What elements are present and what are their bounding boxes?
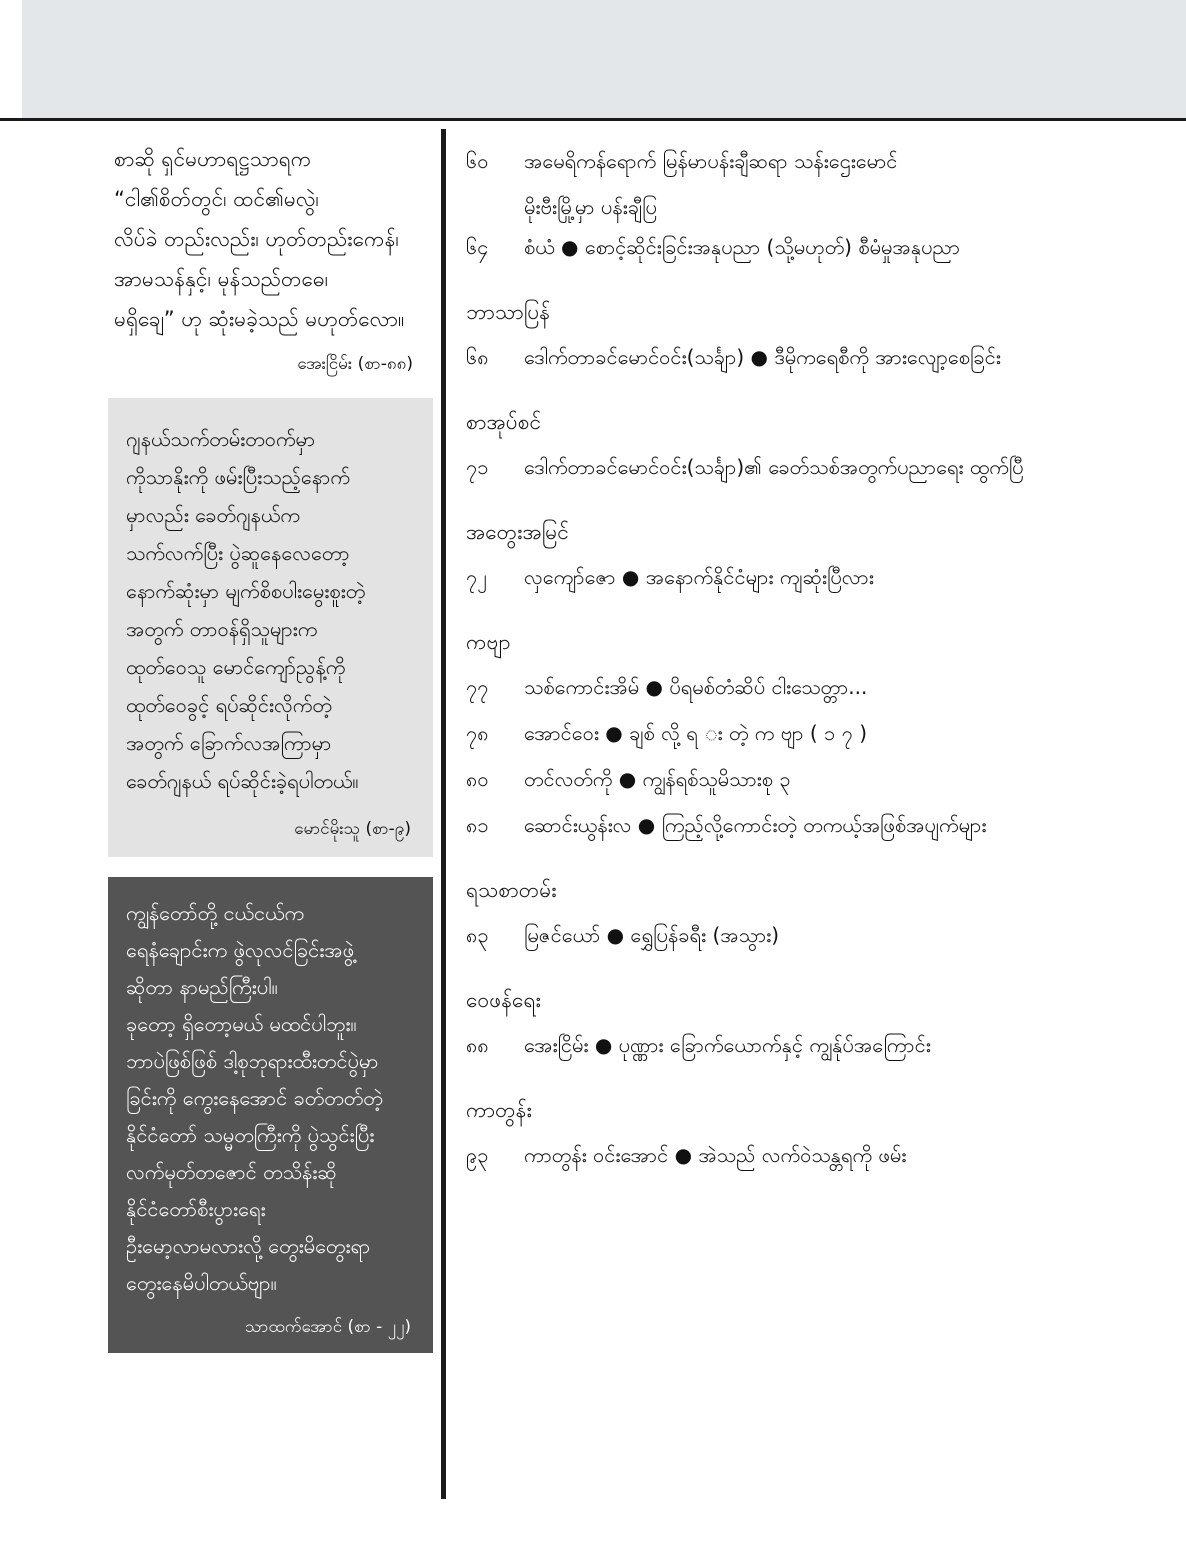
right-column-toc [466, 121, 1166, 1181]
toc-entry-title: ဒေါက်တာခင်မောင်ဝင်း(သင်္ချာ) ● ဒီမိုကရေစီကို အားလျော့စေခြင်း [524, 345, 1001, 369]
toc-section-heading: အတွေးအမြင် [466, 520, 569, 544]
quote-plain-line: စာဆို ရှင်မဟာရဋ္ဌသာရက [114, 147, 312, 171]
toc-page-number: ၇၂ [466, 565, 488, 589]
page-header-band [0, 0, 1186, 121]
quote-plain-block [108, 121, 433, 378]
toc-section-heading: ဘာသာပြန် [466, 300, 551, 324]
quote-grey-line: မှာလည်း ခေတ်ဂျနယ်က [126, 503, 300, 527]
quote-dark-attribution: သာထက်အောင် (စာ - ၂၂) [245, 1317, 411, 1337]
toc-entry-title: ဒေါက်တာခင်မောင်ဝင်း(သင်္ချာ)၏ ခေတ်သစ်အတွက်ပညာရေး ထွက်ပြီ [524, 455, 1024, 479]
toc-block [466, 1091, 1166, 1175]
toc-page-number: ၇၇ [466, 675, 489, 699]
quote-dark-line: နိုင်ငံတော် သမ္မတကြီးကို ပွဲသွင်းပြီး [126, 1123, 375, 1147]
toc-page-number: ၇၁ [466, 455, 489, 479]
toc-section-heading: ကဗျာ [466, 630, 511, 654]
toc-entry[interactable] [466, 447, 1166, 487]
quote-dark-line: ဆိုတာ နာမည်ကြီးပါ။ [126, 975, 278, 999]
toc-section-heading: ရသစာတမ်း [466, 878, 557, 902]
toc-entry[interactable] [466, 667, 1166, 707]
toc-block [466, 293, 1166, 377]
quote-grey-line: အတွက် တာဝန်ရှိသူများက [126, 617, 318, 641]
toc-entry-title: အမေရိကန်ရောက် မြန်မာပန်းချီဆရာ သန်းဌေးမောင် [524, 149, 898, 173]
toc-page-number: ၉၃ [466, 1143, 489, 1167]
toc-entry-title: မြဇင်ယော် ● ရွှေပြန်ခရီး (အသွား) [524, 923, 780, 947]
toc-entry-title: တင်လတ်ကို ● ကျွန်ရစ်သူမိသားစု ၃ [524, 767, 791, 791]
toc-entry-title-continued: မိုးဗီးမြို့မှာ ပန်းချီပြ [524, 195, 657, 219]
quote-dark-line: ဦးမော့လာမလားလို့ တွေးမိတွေးရာ [126, 1234, 371, 1258]
toc-block [466, 871, 1166, 955]
toc-block [466, 981, 1166, 1065]
toc-section-heading: စာအုပ်စင် [466, 410, 542, 434]
quote-grey-line: ကိုသာနိုးကို ဖမ်းပြီးသည့်နောက် [126, 465, 350, 489]
toc-entry[interactable] [466, 557, 1166, 597]
quote-dark-line: လက်မုတ်တဇောင် တသိန်းဆို [126, 1160, 337, 1184]
quote-grey-attribution: မောင်မိုးသူ (စာ-၉) [294, 819, 411, 839]
quote-dark-line: ဘာပဲဖြစ်ဖြစ် ဒါ့စုဘုရားထီးတင်ပွဲမှာ [126, 1049, 379, 1073]
header-accent-strip [0, 0, 22, 118]
quote-dark-block [108, 877, 433, 1353]
quote-grey-line: ဂျနယ်သက်တမ်းတဝက်မှာ [126, 427, 316, 451]
toc-entry-title: အေးငြိမ်း ● ပုဏ္ဏား ခြောက်ယောက်နှင့် ကျွန်ုပ်အကြောင်း [524, 1033, 931, 1057]
quote-grey-line: အတွက် ခြောက်လအကြာမှာ [126, 731, 332, 755]
toc-page-number: ၈၃ [466, 923, 489, 947]
left-column [108, 121, 433, 1353]
toc-page-number: ၆၄ [466, 235, 489, 259]
quote-grey-line: ထုတ်ဝေသူ မောင်ကျော်ညွန့်ကို [126, 655, 346, 679]
toc-entry-title: သစ်ကောင်းအိမ် ● ပိရမစ်တံဆိပ် ငါးသေတ္တာ... [524, 675, 868, 699]
toc-page-number: ၈၀ [466, 767, 489, 791]
toc-block [466, 623, 1166, 845]
toc-entry[interactable] [466, 227, 1166, 267]
toc-entry[interactable] [466, 805, 1166, 845]
quote-plain-line: လိပ်ခဲ တည်းလည်း၊ ဟုတ်တည်းကေန်၊ [114, 227, 399, 251]
quote-grey-line: သက်လက်ပြီး ပွဲဆူနေလေတော့ [126, 541, 350, 565]
quote-dark-line: တွေးနေမိပါတယ်ဗျာ။ [126, 1271, 277, 1295]
toc-entry-title: အောင်ဝေး ● ချစ် လို့ ရ း တဲ့ က ဗျာ ( ၁ ၇ ) [524, 721, 868, 745]
quote-plain-line: မရှိချေ” ဟု ဆုံးမခဲ့သည် မဟုတ်လော။ [114, 307, 405, 331]
toc-entry[interactable] [466, 713, 1166, 753]
toc-entry[interactable] [466, 337, 1166, 377]
quote-dark-line: ကျွန်တော်တို့ ငယ်ငယ်က [126, 901, 305, 925]
quote-dark-line: ရေနံချောင်းက ဖွဲလုလင်ခြင်းအဖွဲ့ [126, 938, 355, 962]
quote-grey-line: နောက်ဆုံးမှာ မျက်စိစပါးမွေးစူးတဲ့ [126, 579, 366, 603]
page-content [0, 121, 1186, 1552]
quote-dark-line: နိုင်ငံတော်စီးပွားရေး [126, 1197, 266, 1221]
quote-grey-line: ထုတ်ဝေခွင့် ရပ်ဆိုင်းလိုက်တဲ့ [126, 693, 332, 717]
toc-page-number: ၈၈ [466, 1033, 489, 1057]
toc-entry[interactable] [466, 915, 1166, 955]
quote-grey-block [108, 398, 433, 857]
toc-entry-title: လှကျော်ဇော ● အနောက်နိုင်ငံများ ကျဆုံးပြီလား [524, 565, 874, 589]
toc-entry-title: ကာတွန်း ဝင်းအောင် ● အဲသည် လက်ဝဲသန္တရကို ဖမ်း [524, 1143, 907, 1167]
toc-entry[interactable] [466, 759, 1166, 799]
toc-section-heading: ဝေဖန်ရေး [466, 988, 541, 1012]
quote-plain-line: အာမသန်နှင့်၊ မုန်သည်တဓေ၊ [114, 267, 329, 291]
column-divider [441, 129, 446, 1499]
toc-entry[interactable] [466, 1025, 1166, 1065]
quote-plain-attribution: အေးငြိမ်း (စာ-၈၈) [297, 354, 413, 374]
quote-plain-line: “ငါ၏စိတ်တွင်၊ ထင်၏မလွဲ၊ [114, 187, 319, 211]
quote-grey-line: ခေတ်ဂျနယ် ရပ်ဆိုင်းခဲ့ရပါတယ်။ [126, 769, 359, 793]
toc-entry-title: စံယံ ● စောင့်ဆိုင်းခြင်းအနုပညာ (သို့မဟုတ်) စီမံမှုအနုပညာ [524, 235, 961, 259]
toc-page-number: ၈၁ [466, 813, 489, 837]
toc-entry[interactable] [466, 1135, 1166, 1175]
quote-dark-line: ခြင်းကို ကွေးနေအောင် ခတ်တတ်တဲ့ [126, 1086, 383, 1110]
toc-section-heading: ကာတွန်း [466, 1098, 532, 1122]
toc-page-number: ၆၈ [466, 345, 489, 369]
toc-entry[interactable] [466, 141, 1166, 181]
toc-page-number: ၆၀ [466, 149, 489, 173]
toc-page-number: ၇၈ [466, 721, 489, 745]
quote-dark-line: ခုတော့ ရှိတော့မယ် မထင်ပါဘူး။ [126, 1012, 357, 1036]
toc-block [466, 403, 1166, 487]
toc-block [466, 513, 1166, 597]
toc-entry-title: ဆောင်းယွန်းလ ● ကြည့်လို့ကောင်းတဲ့ တကယ့်အဖြစ်အပျက်များ [524, 813, 987, 837]
toc-block [466, 141, 1166, 267]
